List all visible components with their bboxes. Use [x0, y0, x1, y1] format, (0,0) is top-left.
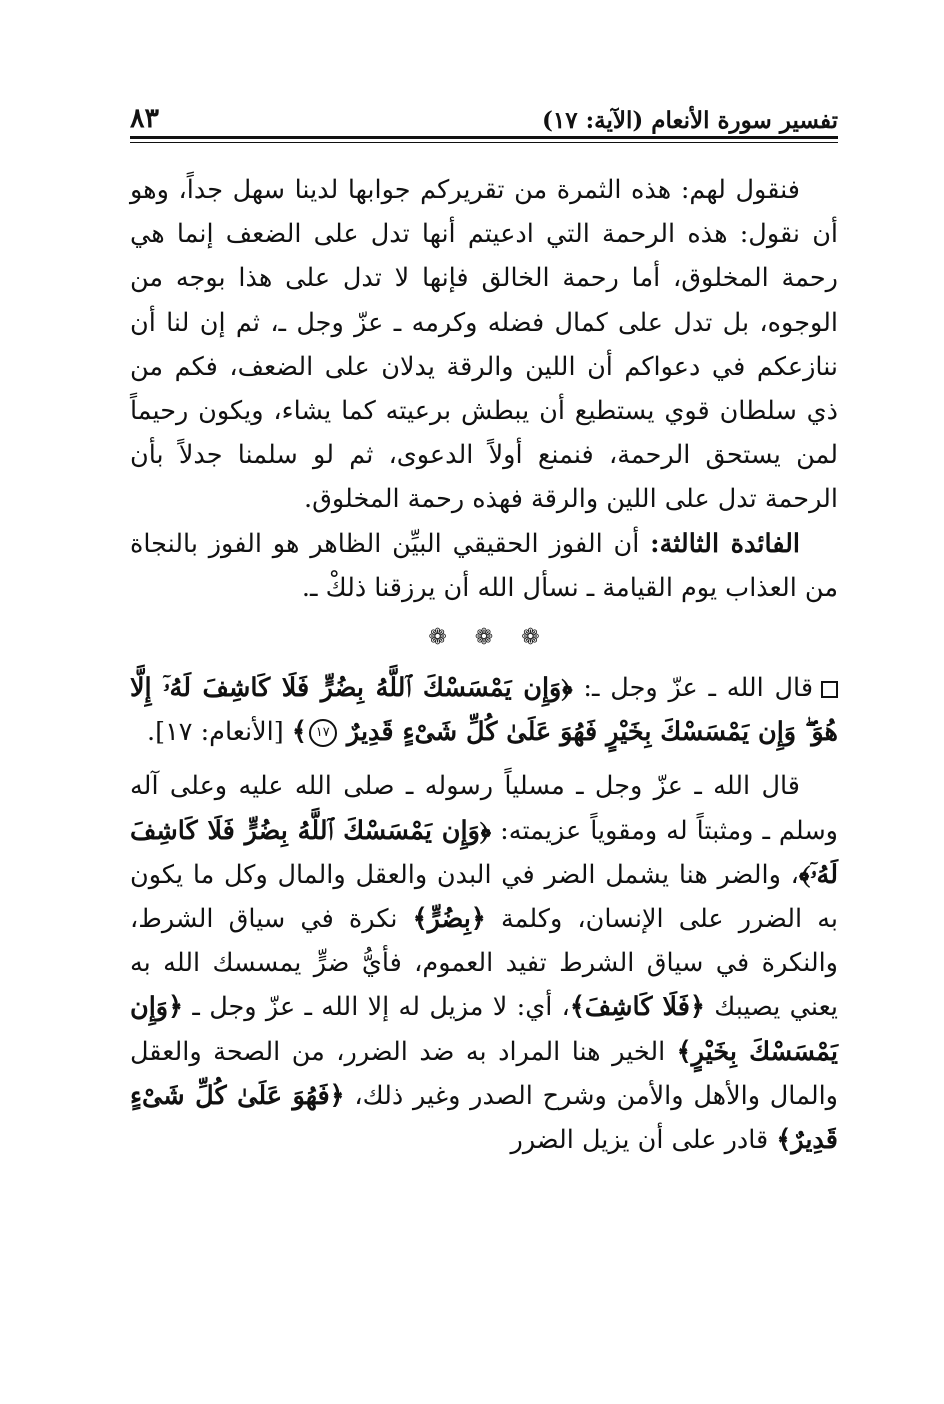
quran-quote: ﴿فَهُوَ عَلَىٰ كُلِّ شَىْءٍ قَدِيرٌ﴾ [130, 1080, 838, 1156]
body-text [130, 168, 838, 1162]
paragraph-3-text: الخير هنا المراد به ضد الضرر، من الصحة والعقل والمال والأهل والأمن وشرح الصدر وغير ذلك، [130, 1036, 838, 1111]
quran-quote: ﴿بِضُرٍّ﴾ [412, 904, 486, 935]
paragraph-3-text: ، أي: لا مزيل له إلا الله ـ عزّ وجل ـ [183, 992, 570, 1023]
flower-ornament-icon: ❁ [521, 624, 540, 650]
page-number: ٨٣ [130, 103, 160, 134]
paragraph-3-text: قادر على أن يزيل الضرر [510, 1125, 777, 1156]
section-divider [130, 610, 838, 666]
open-brace: ﴿ [561, 673, 573, 704]
paragraph-2-text: أن الفوز الحقيقي البيِّن الظاهر هو الفوز بالنجاة من العذاب يوم القيامة ـ نسأل الله أن يرزقنا ذلكْ ـ. [130, 528, 838, 603]
flower-ornament-icon: ❁ [474, 624, 494, 650]
paragraph-3-text: قال الله ـ عزّ وجل ـ مسلياً رسوله ـ صلى الله عليه وعلى آله وسلم ـ ومثبتاً له ومقوياً عزيمته: [130, 771, 839, 846]
benefit-heading: الفائدة الثالثة: [650, 528, 800, 559]
paragraph-2 [130, 522, 838, 610]
verse-reference: [الأنعام: ١٧]. [147, 717, 292, 748]
verse-intro: قال الله ـ عزّ وجل ـ: [572, 673, 814, 704]
verse-number-marker: ١٧ [309, 719, 337, 747]
paragraph-1: فنقول لهم: هذه الثمرة من تقريركم جوابها لدينا سهل جداً، وهو أن نقول: هذه الرحمة التي ادعيتم أنها تدل على الضعف إنما هي رحمة المخلوق، أما رحمة الخالق فإنها لا تدل على هذا بوجه من الوجوه، بل تدل على كمال فضله وكرمه ـ عزّ وجل ـ، ثم إن لنا أن ننازعكم في دعواكم أن اللين والرقة يدلان على الضعف، فكم من ذي سلطان قوي يستطيع أن يبطش برعيته كما يشاء، ويكون رحيماً لمن يستحق الرحمة، فنمنع أولاً الدعوى، ثم لو سلمنا جدلاً بأن الرحمة تدل على اللين والرقة فهذه رحمة المخلوق. [130, 175, 838, 515]
verse-block [130, 666, 838, 754]
page-header [130, 88, 838, 134]
header-rule-thick [130, 136, 838, 139]
paragraph-3 [130, 764, 838, 1162]
header-rule-thin [130, 142, 838, 143]
running-title: تفسير سورة الأنعام (الآية: ١٧) [542, 107, 838, 134]
paragraph-3-text: ، والضر هنا يشمل الضر في البدن والعقل والمال وكل ما يكون به الضرر على الإنسان، وكلمة [130, 859, 838, 935]
flower-ornament-icon: ❁ [428, 624, 447, 650]
paragraph-3-text: نكرة في سياق الشرط، والنكرة في سياق الشرط تفيد العموم، فأيُّ ضرٍّ يمسسك الله به يعني يصيبك [130, 904, 838, 1023]
quran-verse: وَإِن يَمْسَسْكَ ٱللَّهُ بِضُرٍّ فَلَا كَاشِفَ لَهُۥٓ إِلَّا هُوَ ۖ وَإِن يَمْسَسْكَ بِخَيْرٍ فَهُوَ عَلَىٰ كُلِّ شَىْءٍ قَدِيرٌ [130, 673, 838, 748]
quran-quote: ﴿فَلَا كَاشِفَ﴾ [569, 992, 705, 1023]
quran-quote: ﴿وَإِن يَمْسَسْكَ ٱللَّهُ بِضُرٍّ فَلَا كَاشِفَ لَهُۥٓ﴾ [130, 815, 838, 890]
quran-quote: ﴿وَإِن يَمْسَسْكَ بِخَيْرٍ﴾ [130, 992, 838, 1067]
close-brace: ﴾ [291, 717, 307, 748]
square-bullet-icon [821, 681, 838, 698]
